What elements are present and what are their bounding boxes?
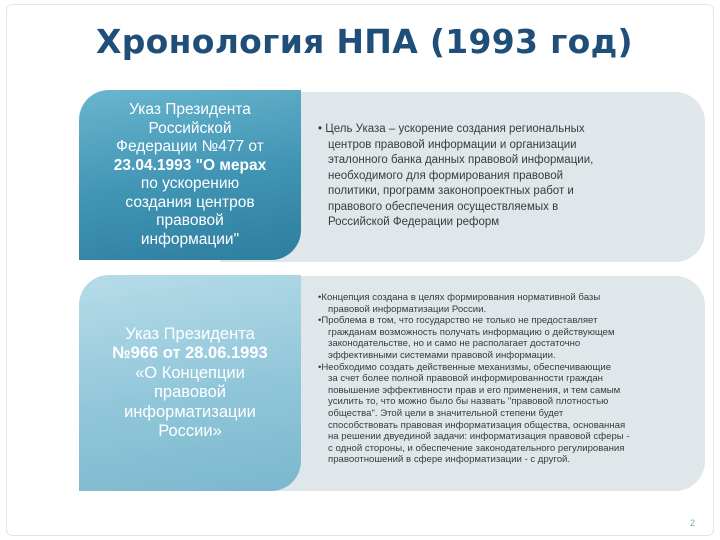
description-line: за счет более полной правовой информированности граждан (328, 373, 603, 385)
description-line: с одной стороны, и обеспечение законодательного регулирования (328, 442, 625, 454)
decree-477-line: Федерации №477 от (116, 138, 264, 155)
description-line: гражданам возможность получать информацию о действующем (328, 326, 615, 338)
decree-477-line: создания центров (125, 193, 255, 211)
description-line: правоотношений в сфере информатизации - с другой. (328, 454, 571, 466)
description-line: эталонного банка данных правовой информации, (328, 154, 594, 166)
description-line: политики, программ законопроектных работ и (328, 185, 574, 197)
description-line: правовой информатизации России. (328, 303, 487, 315)
description-line: правового обеспечения осуществляемых в (328, 200, 559, 213)
description-line: усилить то, что можно было бы назвать "правовой плотностью (328, 396, 609, 408)
description-line: •Концепция создана в целях формирования нормативной базы (318, 292, 601, 303)
description-line: •Проблема в том, что государство не только не предоставляет (318, 315, 598, 327)
decree-966-box (79, 275, 301, 491)
decree-477-line: 23.04.1993 "О мерах (113, 156, 267, 174)
description-line: повышение эффективности прав и его применения, и тем самым (328, 384, 621, 396)
description-line: Цель Указа – ускорение создания региональных (325, 123, 585, 135)
decree-477-line: Российской (148, 119, 232, 137)
decree-477-box (79, 90, 301, 260)
description-line: законодательстве, но и само не располагает достаточно (328, 338, 581, 350)
decree-966-description (318, 292, 678, 466)
bullet: • (318, 123, 323, 135)
decree-966-line: России» (158, 422, 222, 440)
decree-966-line: «О Концепции (135, 363, 245, 382)
decree-477-line: информации" (140, 230, 240, 248)
decree-477-line: правовой (156, 212, 224, 229)
description-line: на решении двуединой задачи: информатизация правовой сферы - (328, 431, 630, 443)
description-line: способствовать правовая информатизация общества, основанная (328, 419, 626, 431)
decree-966-line: №966 от 28.06.1993 (112, 344, 268, 362)
decree-966-text (112, 325, 267, 442)
decree-966-line: информатизации (124, 402, 256, 421)
description-line: необходимого для формирования правовой (328, 169, 564, 182)
decree-477-text (114, 101, 266, 249)
description-line: эффективными системами правовой информации. (328, 349, 556, 361)
decree-966-line: Указ Президента (125, 324, 255, 343)
decree-477-description (318, 122, 658, 231)
decree-966-line: правовой (153, 383, 226, 401)
description-line: •Необходимо создать действенные механизмы, обеспечивающие (318, 361, 612, 373)
description-line: общества". Этой цели в значительной степени будет (328, 407, 564, 419)
slide-title: Хронология НПА (1993 год) (96, 22, 633, 61)
description-line: центров правовой информации и организации (328, 138, 577, 151)
decree-477-line: Указ Президента (129, 101, 251, 118)
decree-477-line: по ускорению (140, 175, 240, 192)
description-line: Российской Федерации реформ (328, 216, 500, 228)
page-number: 2 (690, 518, 696, 528)
